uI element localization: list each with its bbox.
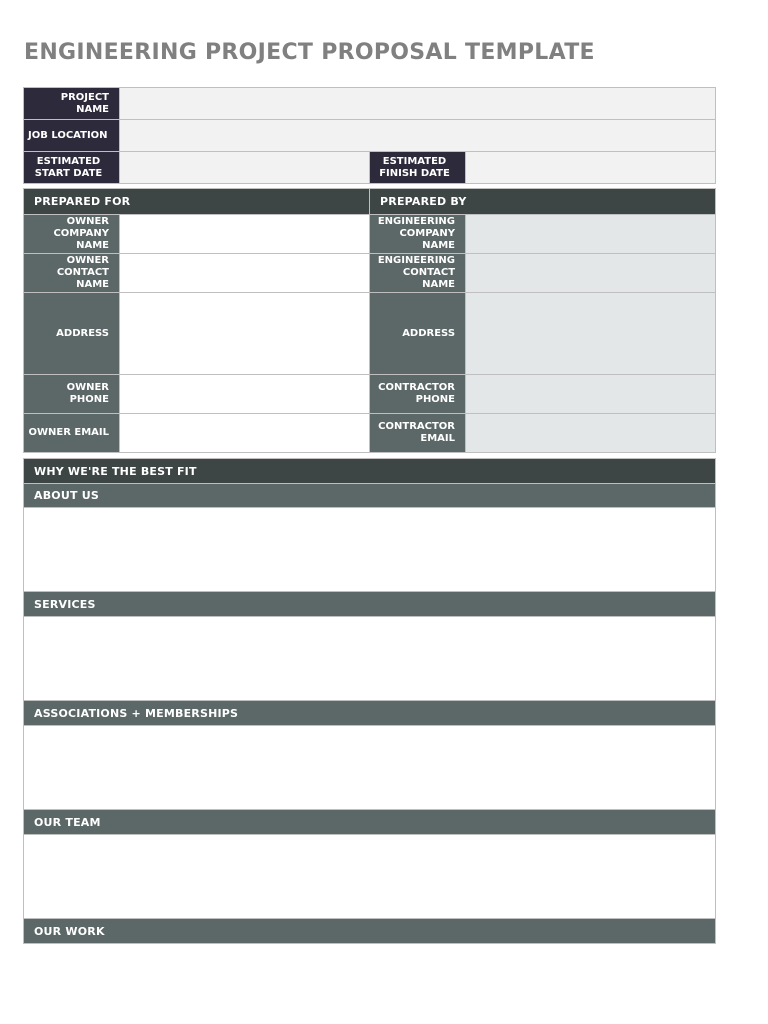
associations-header: ASSOCIATIONS + MEMBERSHIPS <box>24 701 716 726</box>
owner-contact-field[interactable] <box>120 254 370 293</box>
best-fit-header: WHY WE'RE THE BEST FIT <box>24 459 716 484</box>
job-location-label: JOB LOCATION <box>24 120 120 152</box>
contractor-phone-field[interactable] <box>466 375 716 414</box>
our-team-field[interactable] <box>24 835 716 919</box>
about-us-header: ABOUT US <box>24 484 716 508</box>
engineering-contact-field[interactable] <box>466 254 716 293</box>
owner-contact-label: OWNER CONTACT NAME <box>24 254 120 293</box>
engineering-address-field[interactable] <box>466 293 716 375</box>
our-work-header: OUR WORK <box>24 919 716 944</box>
contractor-email-field[interactable] <box>466 414 716 453</box>
owner-company-field[interactable] <box>120 215 370 254</box>
engineering-company-label: ENGINEERING COMPANY NAME <box>370 215 466 254</box>
prepared-by-header: PREPARED BY <box>370 189 716 215</box>
services-field[interactable] <box>24 617 716 701</box>
est-start-field[interactable] <box>120 152 370 184</box>
parties-table <box>23 188 715 453</box>
job-location-field[interactable] <box>120 120 716 152</box>
contractor-phone-label: CONTRACTOR PHONE <box>370 375 466 414</box>
project-name-label: PROJECT NAME <box>24 88 120 120</box>
about-us-field[interactable] <box>24 508 716 592</box>
est-finish-label: ESTIMATED FINISH DATE <box>370 152 466 184</box>
services-header: SERVICES <box>24 592 716 617</box>
engineering-company-field[interactable] <box>466 215 716 254</box>
owner-phone-field[interactable] <box>120 375 370 414</box>
prepared-for-header: PREPARED FOR <box>24 189 370 215</box>
project-info-table <box>23 87 715 184</box>
est-start-label: ESTIMATED START DATE <box>24 152 120 184</box>
our-team-header: OUR TEAM <box>24 810 716 835</box>
owner-company-label: OWNER COMPANY NAME <box>24 215 120 254</box>
best-fit-table <box>23 458 715 944</box>
owner-address-field[interactable] <box>120 293 370 375</box>
owner-email-label: OWNER EMAIL <box>24 414 120 453</box>
owner-email-field[interactable] <box>120 414 370 453</box>
project-name-field[interactable] <box>120 88 716 120</box>
owner-address-label: ADDRESS <box>24 293 120 375</box>
associations-field[interactable] <box>24 726 716 810</box>
est-finish-field[interactable] <box>466 152 716 184</box>
engineering-address-label: ADDRESS <box>370 293 466 375</box>
owner-phone-label: OWNER PHONE <box>24 375 120 414</box>
page-title: ENGINEERING PROJECT PROPOSAL TEMPLATE <box>24 40 595 65</box>
engineering-contact-label: ENGINEERING CONTACT NAME <box>370 254 466 293</box>
contractor-email-label: CONTRACTOR EMAIL <box>370 414 466 453</box>
